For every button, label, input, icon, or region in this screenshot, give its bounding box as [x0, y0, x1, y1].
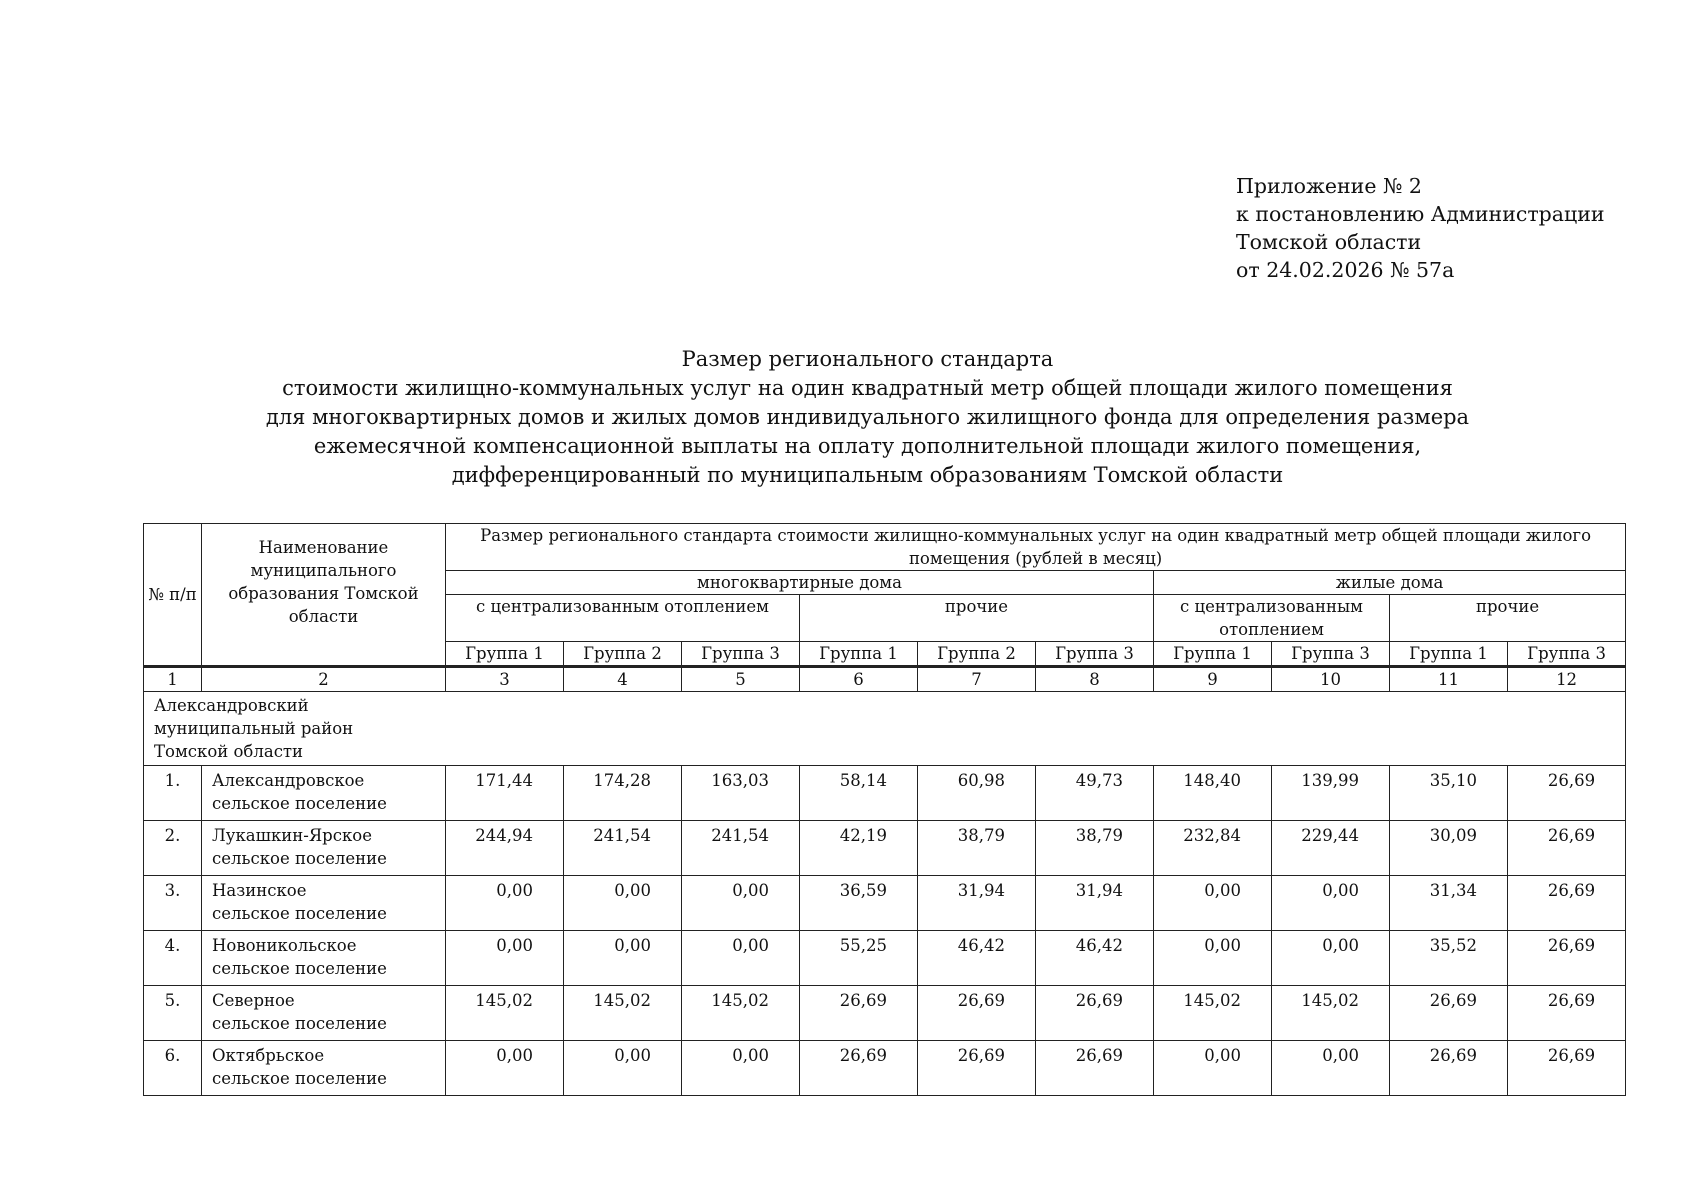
column-number: 5: [682, 667, 800, 692]
value-cell: 58,14: [800, 766, 918, 821]
value-cell: 49,73: [1036, 766, 1154, 821]
group-header: Группа 3: [682, 642, 800, 667]
value-cell: 26,69: [1036, 986, 1154, 1041]
region-row: [144, 692, 1626, 766]
value-cell: 244,94: [446, 821, 564, 876]
group-header: Группа 3: [1508, 642, 1626, 667]
municipality-cell: [202, 821, 446, 876]
value-cell: 174,28: [564, 766, 682, 821]
table-row: [144, 1041, 1626, 1096]
appendix-line: Приложение № 2: [1236, 174, 1422, 198]
region-name: Александровский муниципальный район Томской области: [154, 696, 354, 761]
value-cell: 26,69: [1508, 766, 1626, 821]
header-other: прочие: [800, 595, 1154, 642]
value-cell: 42,19: [800, 821, 918, 876]
municipality-cell: [202, 931, 446, 986]
column-number: 10: [1272, 667, 1390, 692]
municipality-type: сельское поселение: [212, 1069, 387, 1088]
column-number: 11: [1390, 667, 1508, 692]
column-number: 6: [800, 667, 918, 692]
value-cell: 0,00: [682, 931, 800, 986]
region-cell: [144, 692, 1626, 766]
table-row: [144, 766, 1626, 821]
table-row: [144, 821, 1626, 876]
appendix-line: Томской области: [1236, 230, 1422, 254]
value-cell: 171,44: [446, 766, 564, 821]
column-number: 8: [1036, 667, 1154, 692]
municipality-name: Северное: [212, 991, 295, 1010]
value-cell: 26,69: [1508, 876, 1626, 931]
value-cell: 36,59: [800, 876, 918, 931]
title-line: Размер регионального стандарта: [681, 347, 1054, 371]
appendix-line: к постановлению Администрации: [1236, 202, 1605, 226]
group-header: Группа 1: [446, 642, 564, 667]
header-mkd: многоквартирные дома: [446, 571, 1154, 595]
appendix-block: [1236, 172, 1605, 284]
table-row: [144, 931, 1626, 986]
header-row-1: [144, 524, 1626, 571]
value-cell: 241,54: [682, 821, 800, 876]
value-cell: 31,94: [918, 876, 1036, 931]
column-number: 4: [564, 667, 682, 692]
value-cell: 38,79: [918, 821, 1036, 876]
value-cell: 26,69: [918, 1041, 1036, 1096]
column-number-row: [144, 667, 1626, 692]
group-header: Группа 1: [1390, 642, 1508, 667]
row-index: 5.: [144, 986, 202, 1041]
municipality-name: Александровское: [212, 771, 365, 790]
group-header: Группа 3: [1272, 642, 1390, 667]
value-cell: 26,69: [1390, 1041, 1508, 1096]
group-header: Группа 1: [1154, 642, 1272, 667]
value-cell: 0,00: [682, 1041, 800, 1096]
municipality-type: сельское поселение: [212, 904, 387, 923]
value-cell: 241,54: [564, 821, 682, 876]
header-central: с централизованным отоплением: [446, 595, 800, 642]
value-cell: 60,98: [918, 766, 1036, 821]
value-cell: 38,79: [1036, 821, 1154, 876]
value-cell: 46,42: [918, 931, 1036, 986]
value-cell: 0,00: [1154, 1041, 1272, 1096]
value-cell: 229,44: [1272, 821, 1390, 876]
value-cell: 35,10: [1390, 766, 1508, 821]
value-cell: 0,00: [564, 876, 682, 931]
value-cell: 0,00: [682, 876, 800, 931]
row-index: 4.: [144, 931, 202, 986]
municipality-name: Новоникольское: [212, 936, 357, 955]
column-number: 2: [202, 667, 446, 692]
value-cell: 26,69: [1390, 986, 1508, 1041]
value-cell: 26,69: [800, 1041, 918, 1096]
header-size: Размер регионального стандарта стоимости жилищно-коммунальных услуг на один квадратный метр общей площади жилого помещения (рублей в месяц): [446, 524, 1626, 571]
header-central-houses: с централизованным отоплением: [1154, 595, 1390, 642]
value-cell: 0,00: [446, 876, 564, 931]
value-cell: 26,69: [1508, 1041, 1626, 1096]
column-number: 3: [446, 667, 564, 692]
municipality-cell: [202, 986, 446, 1041]
value-cell: 0,00: [1272, 931, 1390, 986]
value-cell: 145,02: [564, 986, 682, 1041]
municipality-type: сельское поселение: [212, 849, 387, 868]
value-cell: 163,03: [682, 766, 800, 821]
value-cell: 46,42: [1036, 931, 1154, 986]
value-cell: 232,84: [1154, 821, 1272, 876]
municipality-cell: [202, 1041, 446, 1096]
column-number: 1: [144, 667, 202, 692]
standards-table: [143, 523, 1626, 1096]
row-index: 2.: [144, 821, 202, 876]
row-index: 6.: [144, 1041, 202, 1096]
value-cell: 0,00: [446, 1041, 564, 1096]
value-cell: 145,02: [1154, 986, 1272, 1041]
municipality-type: сельское поселение: [212, 794, 387, 813]
column-number: 12: [1508, 667, 1626, 692]
value-cell: 0,00: [1154, 931, 1272, 986]
value-cell: 26,69: [800, 986, 918, 1041]
value-cell: 0,00: [1272, 1041, 1390, 1096]
header-other-houses: прочие: [1390, 595, 1626, 642]
value-cell: 26,69: [1508, 931, 1626, 986]
value-cell: 31,34: [1390, 876, 1508, 931]
value-cell: 0,00: [564, 1041, 682, 1096]
title-line: стоимости жилищно-коммунальных услуг на один квадратный метр общей площади жилого помещения: [282, 376, 1453, 400]
column-number: 9: [1154, 667, 1272, 692]
title-line: дифференцированный по муниципальным образованиям Томской области: [451, 463, 1284, 487]
column-number: 7: [918, 667, 1036, 692]
municipality-name: Назинское: [212, 881, 307, 900]
table-row: [144, 876, 1626, 931]
title-line: для многоквартирных домов и жилых домов индивидуального жилищного фонда для определения размера: [265, 405, 1470, 429]
value-cell: 145,02: [1272, 986, 1390, 1041]
municipality-cell: [202, 876, 446, 931]
value-cell: 0,00: [446, 931, 564, 986]
row-index: 3.: [144, 876, 202, 931]
value-cell: 0,00: [1154, 876, 1272, 931]
value-cell: 145,02: [446, 986, 564, 1041]
header-name: Наименование муниципального образования Томской области: [202, 524, 446, 667]
title-line: ежемесячной компенсационной выплаты на оплату дополнительной площади жилого помещения,: [313, 434, 1422, 458]
value-cell: 139,99: [1272, 766, 1390, 821]
header-houses: жилые дома: [1154, 571, 1626, 595]
value-cell: 0,00: [1272, 876, 1390, 931]
municipality-type: сельское поселение: [212, 1014, 387, 1033]
table-row: [144, 986, 1626, 1041]
value-cell: 31,94: [1036, 876, 1154, 931]
data-rows: [144, 766, 1626, 1096]
document-title: [0, 345, 1698, 490]
municipality-name: Октябрьское: [212, 1046, 325, 1065]
header-num: № п/п: [144, 524, 202, 667]
municipality-cell: [202, 766, 446, 821]
value-cell: 26,69: [918, 986, 1036, 1041]
group-header: Группа 2: [918, 642, 1036, 667]
value-cell: 30,09: [1390, 821, 1508, 876]
value-cell: 55,25: [800, 931, 918, 986]
group-header: Группа 2: [564, 642, 682, 667]
value-cell: 148,40: [1154, 766, 1272, 821]
value-cell: 35,52: [1390, 931, 1508, 986]
group-header: Группа 1: [800, 642, 918, 667]
municipality-name: Лукашкин-Ярское: [212, 826, 372, 845]
value-cell: 26,69: [1508, 821, 1626, 876]
row-index: 1.: [144, 766, 202, 821]
group-header: Группа 3: [1036, 642, 1154, 667]
value-cell: 26,69: [1508, 986, 1626, 1041]
value-cell: 145,02: [682, 986, 800, 1041]
municipality-type: сельское поселение: [212, 959, 387, 978]
value-cell: 26,69: [1036, 1041, 1154, 1096]
appendix-line: от 24.02.2026 № 57а: [1236, 258, 1455, 282]
value-cell: 0,00: [564, 931, 682, 986]
